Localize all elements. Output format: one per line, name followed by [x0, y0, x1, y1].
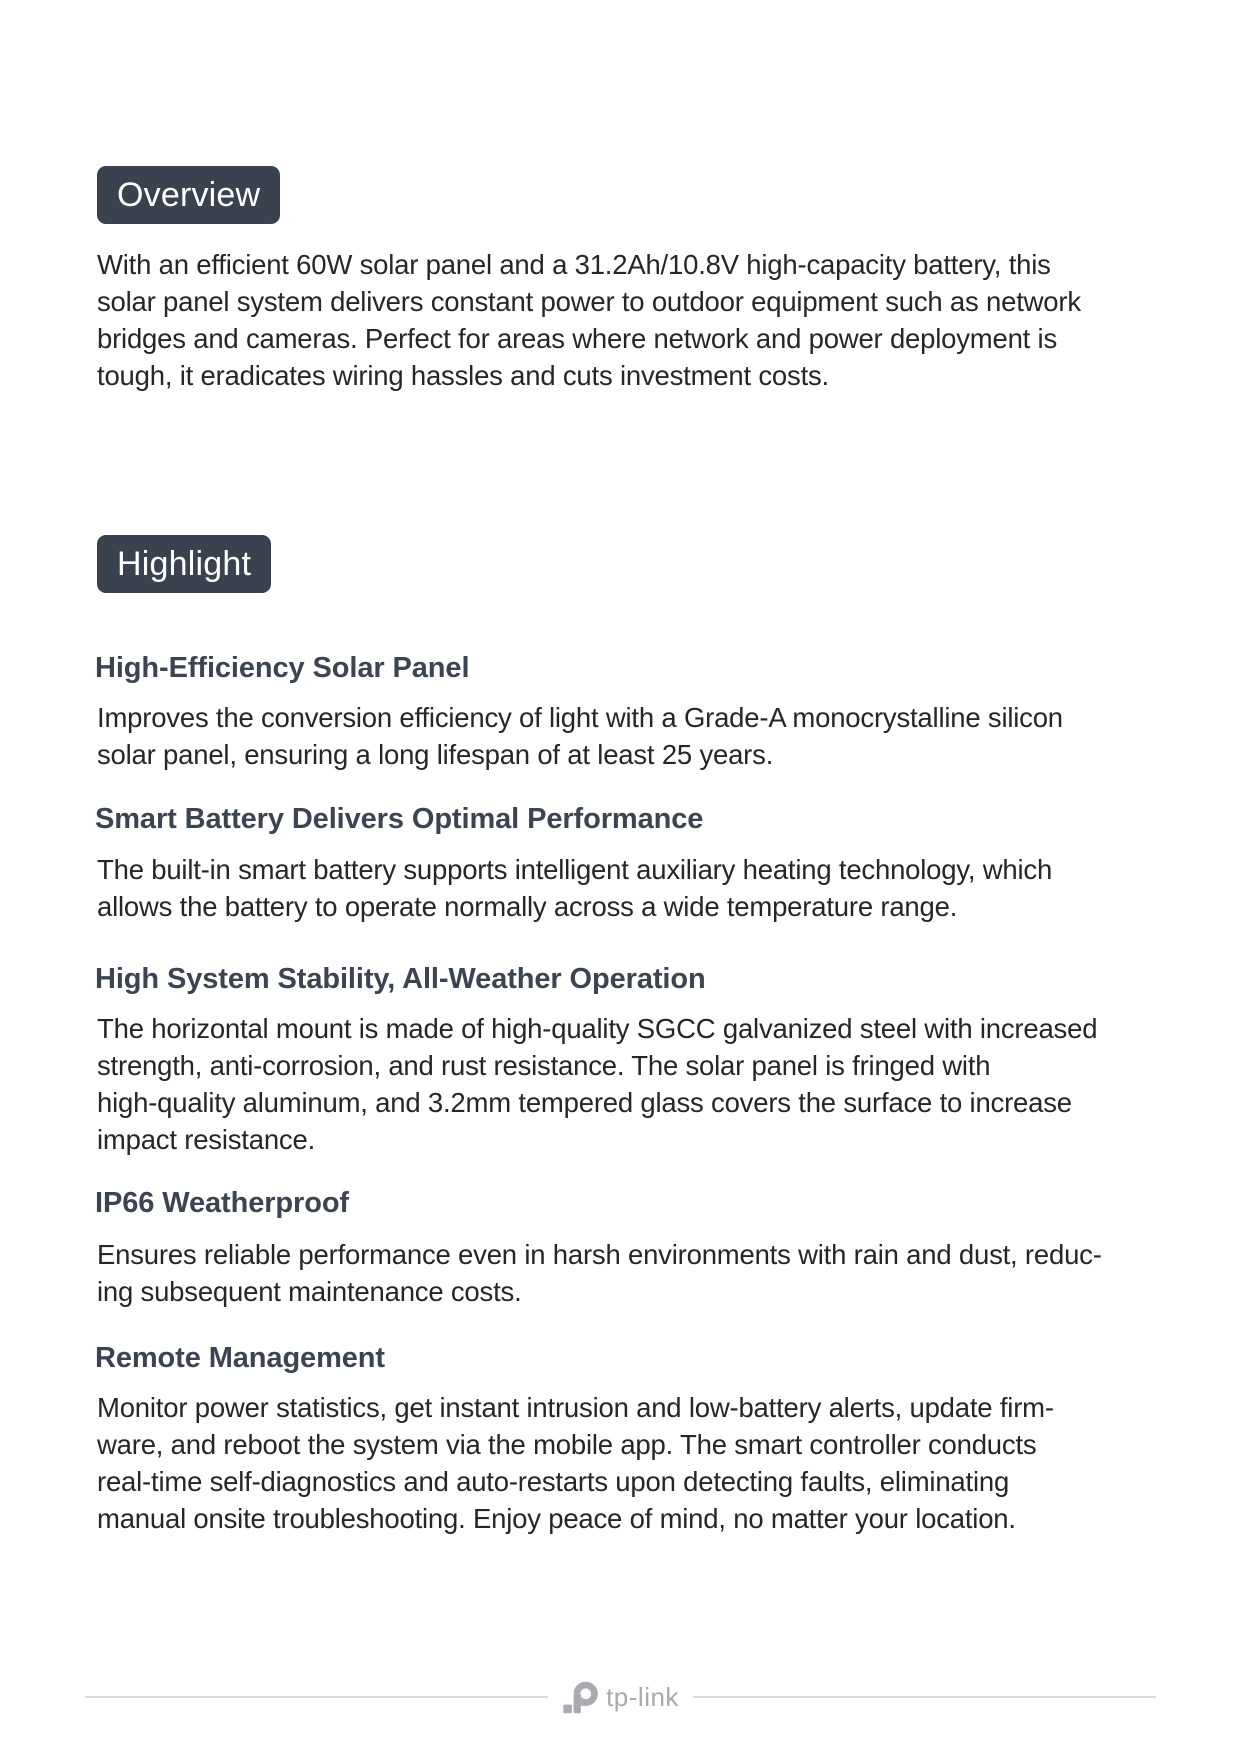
- highlight-item-paragraph-weatherproof: Ensures reliable performance even in harsh environments with rain and dust, reduc- ing subsequent maintenance costs.: [97, 1239, 1102, 1307]
- highlight-item-title-smart-battery: Smart Battery Delivers Optimal Performance: [95, 803, 704, 835]
- highlight-item-title-system-stability: High System Stability, All-Weather Operation: [95, 963, 706, 995]
- highlight-item-title-weatherproof: IP66 Weatherproof: [95, 1187, 349, 1219]
- overview-badge-label: Overview: [117, 176, 261, 214]
- page-footer: [85, 1678, 1156, 1716]
- footer-rule-right: [693, 1696, 1156, 1698]
- tp-link-logo-icon: [562, 1679, 599, 1716]
- footer-rule-left: [85, 1696, 548, 1698]
- highlight-section-badge: [97, 535, 271, 593]
- highlight-item-paragraph-remote-management: Monitor power statistics, get instant intrusion and low-battery alerts, update firm- ware, and reboot the system via the mobile app. The smart controller conducts real-time self-diagnostics and auto-restarts upon detecting faults, eliminating manual onsite troubleshooting. Enjoy peace of mind, no matter your location.: [97, 1392, 1054, 1534]
- overview-section-badge: [97, 166, 280, 224]
- highlight-badge-label: Highlight: [117, 545, 252, 583]
- highlight-item-title-solar-panel: High-Efficiency Solar Panel: [95, 652, 470, 684]
- highlight-item-paragraph-smart-battery: The built-in smart battery supports intelligent auxiliary heating technology, which allows the battery to operate normally across a wide temperature range.: [97, 854, 1053, 922]
- tp-link-logo-text: tp-link: [606, 1682, 679, 1712]
- overview-paragraph: With an efficient 60W solar panel and a 31.2Ah/10.8V high-capacity battery, this solar panel system delivers constant power to outdoor equipment such as network bridges and cameras. Perfect for areas where network and power deployment is tough, it eradicates wiring hassles and cuts investment costs.: [97, 249, 1081, 391]
- highlight-item-paragraph-solar-panel: Improves the conversion efficiency of light with a Grade-A monocrystalline silicon solar panel, ensuring a long lifespan of at least 25 years.: [97, 702, 1063, 770]
- tp-link-logo: [562, 1679, 679, 1716]
- highlight-item-paragraph-system-stability: The horizontal mount is made of high-quality SGCC galvanized steel with increased strength, anti-corrosion, and rust resistance. The solar panel is fringed with high-quality aluminum, and 3.2mm tempered glass covers the surface to increase impact resistance.: [97, 1013, 1098, 1155]
- highlight-item-title-remote-management: Remote Management: [95, 1342, 385, 1374]
